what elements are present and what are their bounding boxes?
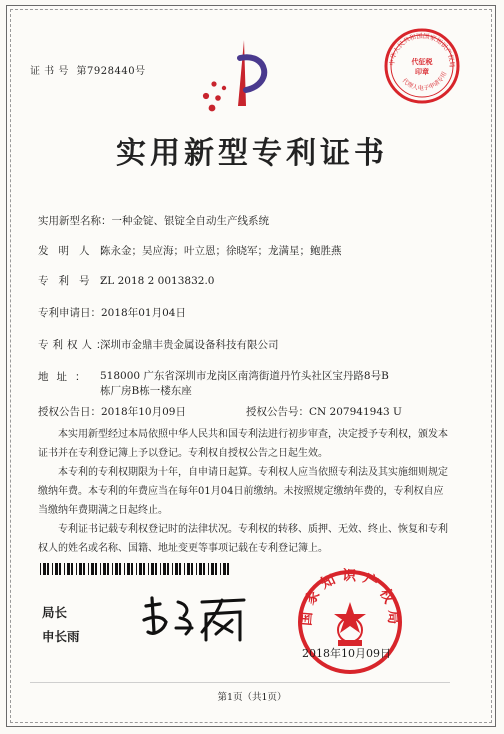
address-label: 地址： xyxy=(38,371,94,383)
grant-no-value: CN 207941943 U xyxy=(309,406,402,418)
svg-text:中华人民共和国国家知识产权局: 中华人民共和国国家知识产权局 xyxy=(387,31,457,68)
field-grant-date xyxy=(38,404,402,419)
name-label: 实用新型名称： xyxy=(38,215,112,227)
body-paragraph-1: 本实用新型经过本局依照中华人民共和国专利法进行初步审查，决定授予专利权，颁发本证书并在专利登记簿上予以登记。专利权自授权公告之日起生效。 xyxy=(38,429,448,459)
inventor-label: 发明人： xyxy=(38,245,120,257)
grant-label: 授权公告日： xyxy=(38,406,101,418)
grant-value: 2018年10月09日 xyxy=(101,406,186,418)
owner-label: 专利权人： xyxy=(38,339,111,351)
inventor-value: 陈永金；吴应海；叶立恩；徐晓军；龙满星；鲍胜燕 xyxy=(100,245,342,257)
cert-no-label: 证 书 号 xyxy=(30,66,69,77)
director-title: 局长 xyxy=(42,605,68,620)
field-address xyxy=(38,369,390,399)
top-seal-stamp-icon xyxy=(382,26,462,106)
field-patentee xyxy=(38,337,279,352)
svg-text:代理人电子申请专用: 代理人电子申请专用 xyxy=(400,70,449,93)
page-number: 第1页（共1页） xyxy=(217,692,287,703)
field-inventor xyxy=(38,243,342,258)
patno-label: 专利号： xyxy=(38,275,120,287)
svg-text:代征税: 代征税 xyxy=(411,57,433,66)
seal-date: 2018年10月09日 xyxy=(302,647,391,660)
certificate-body-text xyxy=(38,425,448,558)
field-utility-model-name xyxy=(38,213,269,228)
cnipa-logo-icon xyxy=(196,36,276,116)
svg-text:国家知识产权局: 国家知识产权局 xyxy=(298,568,402,631)
patno-value: ZL 2018 2 0013832.0 xyxy=(100,275,215,287)
filing-label: 专利申请日： xyxy=(38,307,101,319)
footer-divider xyxy=(30,682,450,683)
name-value: 一种金锭、银锭全自动生产线系统 xyxy=(111,215,269,227)
grant-no-label: 授权公告号： xyxy=(246,406,309,418)
cert-no-value: 第7928440号 xyxy=(76,66,146,77)
filing-value: 2018年01月04日 xyxy=(101,307,186,319)
director-signature-icon xyxy=(140,592,252,648)
address-value: 518000 广东省深圳市龙岗区南湾街道丹竹头社区宝丹路8号B栋厂房B栋一楼东座 xyxy=(100,370,389,397)
field-patent-number xyxy=(38,273,214,288)
certificate-title: 实用新型专利证书 xyxy=(116,136,388,171)
owner-value: 深圳市金鼎丰贵金属设备科技有限公司 xyxy=(100,339,279,351)
field-filing-date xyxy=(38,305,186,320)
svg-text:印章: 印章 xyxy=(415,67,429,76)
body-paragraph-3: 专利证书记载专利权登记时的法律状况。专利权的转移、质押、无效、终止、恢复和专利权人的姓名或名称、国籍、地址变更等事项记载在专利登记簿上。 xyxy=(38,524,448,554)
body-paragraph-2: 本专利的专利权期限为十年，自申请日起算。专利权人应当依照专利法及其实施细则规定缴纳年费。本专利的年费应当在每年01月04日前缴纳。未按照规定缴纳年费的，专利权自应当缴纳年费期满之日起终止。 xyxy=(38,467,448,516)
barcode-icon xyxy=(40,563,232,575)
certificate-number xyxy=(26,62,146,77)
director-name: 申长雨 xyxy=(42,629,80,644)
